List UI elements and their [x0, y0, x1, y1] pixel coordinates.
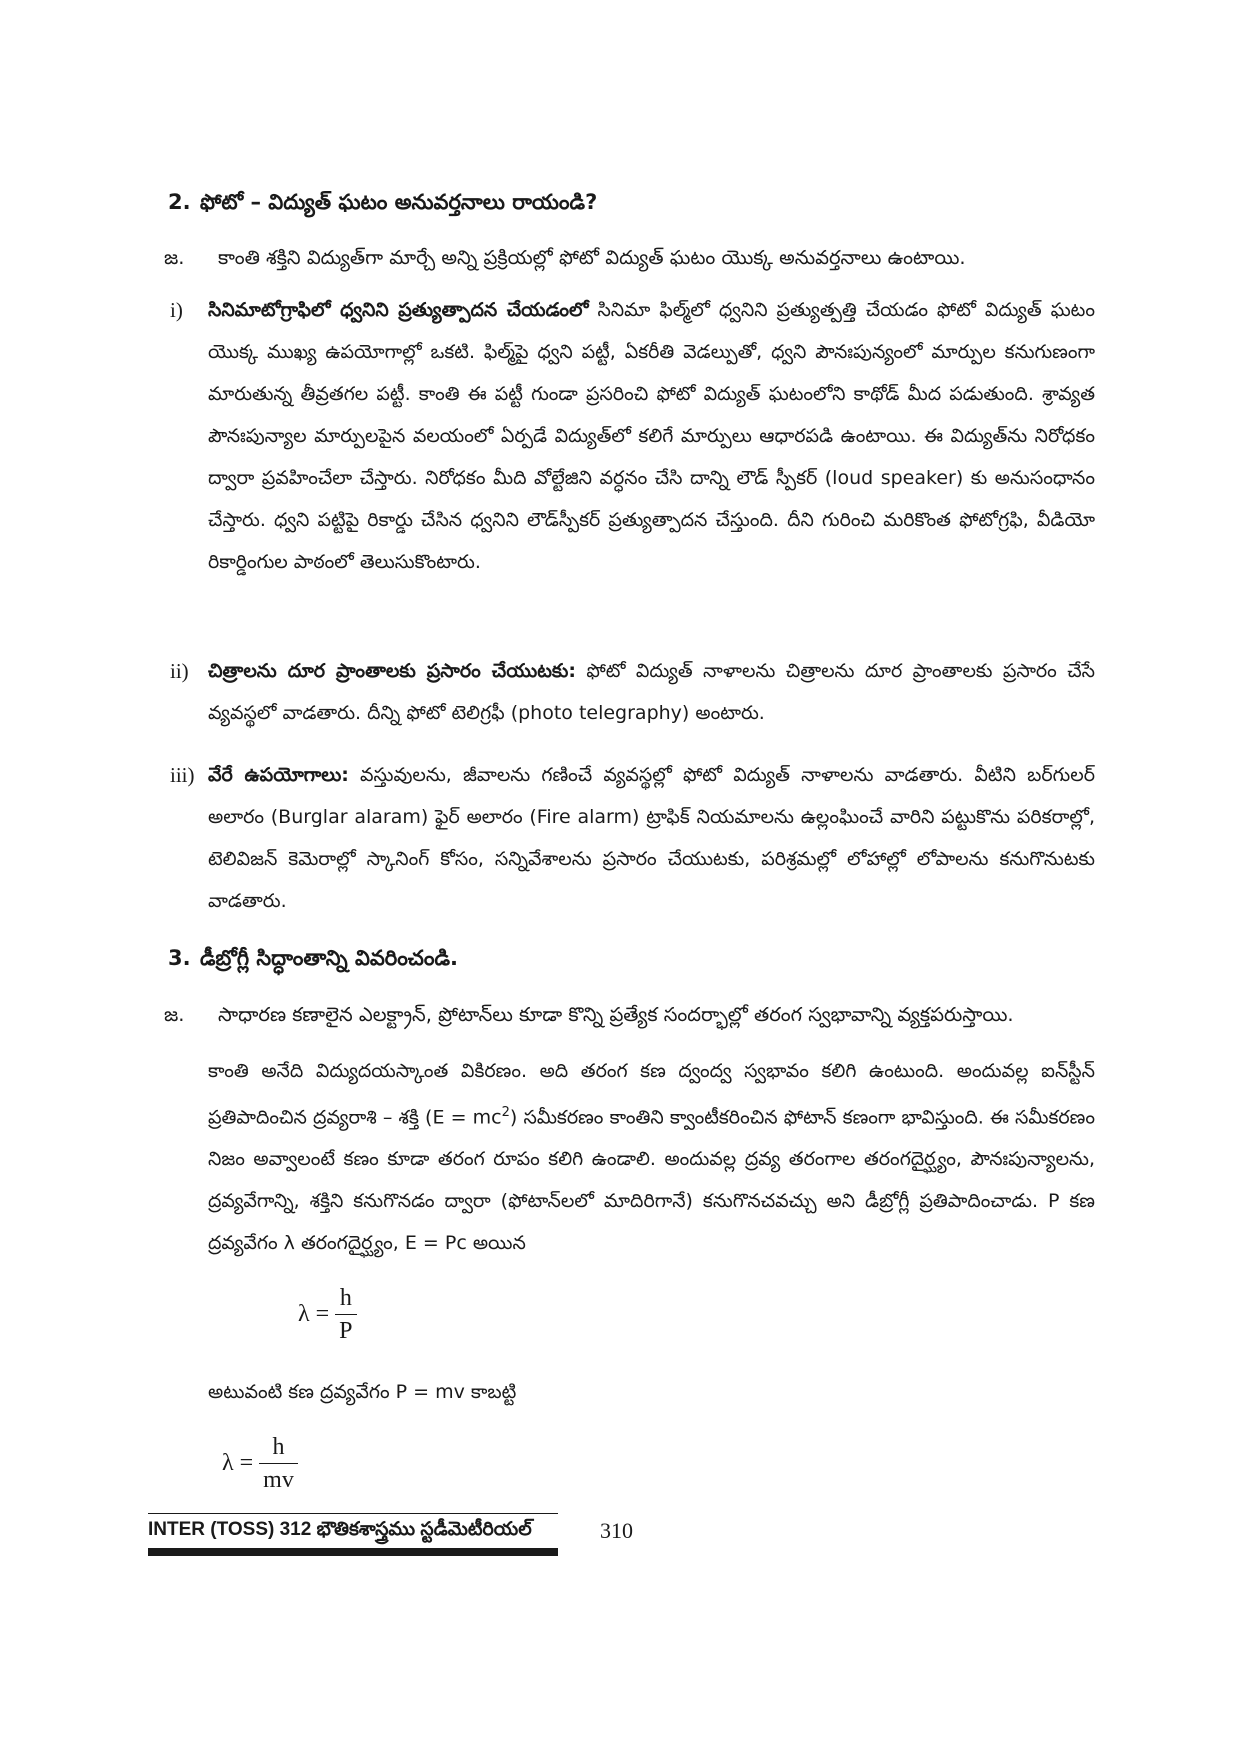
question-number: 3. [168, 946, 191, 970]
formula-wavelength-momentum [298, 1284, 357, 1345]
question-3-answer-intro [164, 1000, 1094, 1030]
item-text: వస్తువులను, జీవాలను గణించే వ్యవస్థల్లో ఫోటో విద్యుత్ నాళాలను వాడతారు. వీటిని బర్‌గులర్ అలారం (Burglar alaram) ఫైర్ అలారం (Fire alarm) ట్రాఫిక్ నియమాలను ఉల్లంఘించే వారిని పట్టుకొను పరికరాల్లో, టెలివిజన్ కెమెరాల్లో స్కానింగ్ కోసం, సన్నివేశాలను ప్రసారం చేయుటకు, పరిశ్రమల్లో లోహాల్లో లోపాలను కనుగొనుటకు వాడతారు. [208, 764, 1095, 912]
footer-rule-bottom [148, 1548, 558, 1556]
item-marker: i) [170, 298, 183, 322]
formula-lhs: λ = [222, 1450, 254, 1476]
item-heading: వేరే ఉపయోగాలు: [208, 764, 349, 786]
question-2-title [168, 187, 597, 217]
item-marker: iii) [170, 763, 195, 787]
denominator: P [339, 1318, 353, 1344]
paragraph-text: కాంతి అనేది విద్యుదయస్కాంత వికిరణం. అది తరంగ కణ ద్వంద్వ స్వభావం కలిగి ఉంటుంది. అందువల్ల ఐన్‌స్టీన్ ప్రతిపాదించిన ద్రవ్యరాశి – శక్తి (E = mc [208, 1060, 1095, 1129]
momentum-line: అటువంటి కణ ద్రవ్యవేగం P = mv కాబట్టి [208, 1381, 517, 1403]
answer-intro-text: సాధారణ కణాలైన ఎలక్ట్రాన్, ప్రోటాన్‌లు కూడా కొన్ని ప్రత్యేక సందర్భాల్లో తరంగ స్వభావాన్ని వ్యక్తపరుస్తాయి. [218, 1003, 1014, 1026]
question-2-answer-intro [164, 243, 1094, 273]
page-number: 310 [600, 1518, 633, 1543]
item-marker: ii) [170, 659, 189, 683]
question-3-title [168, 943, 458, 973]
answer-marker: జ. [164, 246, 185, 269]
denominator: mv [263, 1467, 294, 1493]
question-number: 2. [168, 190, 191, 214]
numerator: h [339, 1285, 352, 1311]
list-item [170, 289, 1095, 583]
question-text: డీబ్రోగ్లీ సిద్ధాంతాన్ని వివరించండి. [200, 946, 459, 970]
answer-marker: జ. [164, 1003, 185, 1026]
formula-lhs: λ = [298, 1301, 330, 1327]
item-body [208, 289, 1095, 583]
footer-rule-top [148, 1513, 558, 1514]
list-item [170, 650, 1095, 734]
de-broglie-paragraph [208, 1050, 1095, 1264]
item-heading: సినిమాటోగ్రాఫిలో ధ్వనిని ప్రత్యుత్పాదన చేయడంలో [208, 299, 589, 321]
item-text: ఫోటో విద్యుత్ నాళాలను చిత్రాలను దూర ప్రాంతాలకు ప్రసారం చేసే వ్యవస్థలో వాడతారు. దీన్ని ఫోటో టెలిగ్రఫీ (photo telegraphy) అంటారు. [208, 660, 1096, 724]
item-heading: చిత్రాలను దూర ప్రాంతాలకు ప్రసారం చేయుటకు: [208, 660, 576, 682]
item-text: సినిమా ఫిల్మ్‌లో ధ్వనిని ప్రత్యుత్పత్తి చేయడం ఫోటో విద్యుత్ ఘటం యొక్క ముఖ్య ఉపయోగాల్లో ఒకటి. ఫిల్మ్‌పై ధ్వని పట్టీ, ఏకరీతి వెడల్పుతో, ధ్వని పౌనఃపున్యంలో మార్పుల కనుగుణంగా మారుతున్న తీవ్రతగల పట్టీ. కాంతి ఈ పట్టీ గుండా ప్రసరించి ఫోటో విద్యుత్ ఘటంలోని కాథోడ్ మీద పడుతుంది. శ్రావ్యత పౌనఃపున్యాల మార్పులపైన వలయంలో ఏర్పడే విద్యుత్‌లో కలిగే మార్పులు ఆధారపడి ఉంటాయి. ఈ విద్యుత్‌ను నిరోధకం ద్వారా ప్రవహించేలా చేస్తారు. నిరోధకం మీది వోల్టేజిని వర్ధనం చేసి దాన్ని లౌడ్ స్పీకర్ (loud speaker) కు అనుసంధానం చేస్తారు. ధ్వని పట్టిపై రికార్డు చేసిన ధ్వనిని లౌడ్‌స్పీకర్ ప్రత్యుత్పాదన చేస్తుంది. దీని గురించి మరికొంత ఫోటోగ్రఫి, వీడియో రికార్డింగుల పాఠంలో తెలుసుకొంటారు. [208, 299, 1095, 573]
superscript: 2 [501, 1105, 510, 1120]
paragraph-text-continued: ) సమీకరణం కాంతిని క్వాంటీకరించిన ఫోటాన్ కణంగా భావిస్తుంది. ఈ సమీకరణం నిజం అవ్వాలంటే కణం కూడా తరంగ రూపం కలిగి ఉండాలి. అందువల్ల ద్రవ్య తరంగాల తరంగదైర్ఘ్యం, పౌనఃపున్యాలను, ద్రవ్యవేగాన్ని, శక్తిని కనుగొనడం ద్వారా (ఫోటాన్‌లలో మాదిరిగానే) కనుగొనచవచ్చు అని డీబ్రోగ్లీ ప్రతిపాదించాడు. P కణ ద్రవ్యవేగం λ తరంగదైర్ఘ్యం, E = Pc అయిన [208, 1106, 1095, 1255]
footer-label: INTER (TOSS) 312 భౌతికశాస్త్రము స్టడీమెటీరియల్ [148, 1519, 532, 1540]
item-body [208, 754, 1095, 922]
list-item [170, 754, 1095, 922]
fraction [259, 1433, 298, 1494]
question-text: ఫోటో – విద్యుత్ ఘటం అనువర్తనాలు రాయండి? [200, 190, 598, 214]
answer-intro-text: కాంతి శక్తిని విద్యుత్‌గా మార్చే అన్ని ప్రక్రియల్లో ఫోటో విద్యుత్ ఘటం యొక్క అనువర్తనాలు ఉంటాయి. [218, 246, 966, 269]
fraction [335, 1284, 356, 1345]
item-body [208, 650, 1095, 734]
formula-wavelength-mass-velocity [222, 1433, 298, 1494]
numerator: h [272, 1434, 285, 1460]
